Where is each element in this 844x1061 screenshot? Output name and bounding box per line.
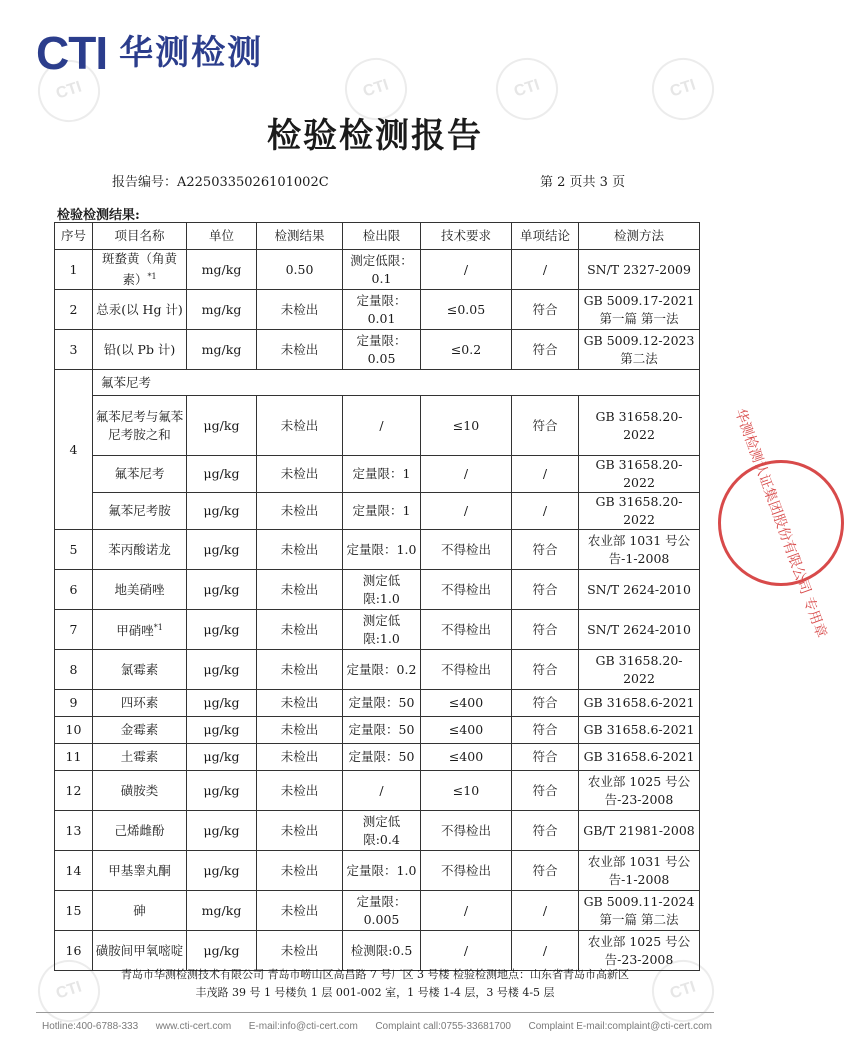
- cell-result: 未检出: [257, 290, 343, 330]
- cell-name: 甲基睾丸酮: [93, 851, 187, 891]
- cell-result: 未检出: [257, 771, 343, 811]
- cell-limit: 定量限：50: [343, 717, 421, 744]
- cell-unit: μg/kg: [187, 456, 257, 493]
- cell-result: 未检出: [257, 570, 343, 610]
- cell-method: GB/T 21981-2008: [579, 811, 700, 851]
- cell-conclusion: 符合: [512, 650, 579, 690]
- cell-conclusion: /: [512, 250, 579, 290]
- header-cell: 检测方法: [579, 223, 700, 250]
- cell-result: 0.50: [257, 250, 343, 290]
- table-row: [55, 891, 700, 931]
- cell-conclusion: /: [512, 456, 579, 493]
- cell-requirement: 不得检出: [421, 851, 512, 891]
- cell-unit: mg/kg: [187, 250, 257, 290]
- cell-method: SN/T 2624-2010: [579, 570, 700, 610]
- report-number: 报告编号：A2250335026101002C: [112, 175, 329, 190]
- cell-result: 未检出: [257, 851, 343, 891]
- website-link[interactable]: www.cti-cert.com: [155, 1021, 232, 1032]
- table-row: [55, 456, 700, 493]
- footer-divider: [36, 1012, 714, 1013]
- cell-result: 未检出: [257, 891, 343, 931]
- cell-requirement: /: [421, 931, 512, 971]
- cell-limit: 定量限：50: [343, 744, 421, 771]
- complaint-call: Complaint call:0755-33681700: [375, 1021, 511, 1032]
- cell-conclusion: /: [512, 891, 579, 931]
- cell-result: 未检出: [257, 931, 343, 971]
- header-cell: 单项结论: [512, 223, 579, 250]
- cell-requirement: /: [421, 493, 512, 530]
- watermark-stamp: CTI: [337, 50, 415, 128]
- cell-no: 3: [55, 330, 93, 370]
- cell-result: 未检出: [257, 456, 343, 493]
- cell-result: 未检出: [257, 717, 343, 744]
- table-row: [55, 650, 700, 690]
- cell-result: 未检出: [257, 530, 343, 570]
- cell-conclusion: 符合: [512, 570, 579, 610]
- cell-method: GB 5009.12-2023 第二法: [579, 330, 700, 370]
- cell-unit: μg/kg: [187, 610, 257, 650]
- cell-conclusion: 符合: [512, 690, 579, 717]
- item-name: 斑蝥黄（角黄素）: [101, 251, 177, 288]
- cell-unit: mg/kg: [187, 290, 257, 330]
- table-row: [55, 610, 700, 650]
- cell-name: 土霉素: [93, 744, 187, 771]
- cell-method: GB 31658.20-2022: [579, 396, 700, 456]
- cell-result: 未检出: [257, 396, 343, 456]
- cell-unit: μg/kg: [187, 851, 257, 891]
- cell-unit: μg/kg: [187, 396, 257, 456]
- cell-name: 总汞(以 Hg 计): [93, 290, 187, 330]
- cell-name: [93, 250, 187, 290]
- cell-name: 四环素: [93, 690, 187, 717]
- cell-name: 氟苯尼考: [93, 456, 187, 493]
- table-row: [55, 290, 700, 330]
- cell-method: GB 31658.20-2022: [579, 456, 700, 493]
- cell-limit: 定量限：1.0: [343, 851, 421, 891]
- table-group-row: [55, 370, 700, 396]
- cell-result: 未检出: [257, 811, 343, 851]
- address-line-1: 青岛市华测检测技术有限公司 青岛市崂山区高昌路 7 号厂区 3 号楼 检验检测地点：山东省青岛市高新区: [121, 968, 629, 981]
- cell-method: 农业部 1025 号公告-23-2008: [579, 771, 700, 811]
- cell-limit: /: [343, 396, 421, 456]
- cell-conclusion: 符合: [512, 811, 579, 851]
- cell-conclusion: 符合: [512, 610, 579, 650]
- cell-no: 5: [55, 530, 93, 570]
- cell-unit: mg/kg: [187, 891, 257, 931]
- table-row: [55, 250, 700, 290]
- page-info: 第 2 页共 3 页: [540, 175, 626, 190]
- cell-conclusion: 符合: [512, 851, 579, 891]
- cell-no: 1: [55, 250, 93, 290]
- cell-requirement: 不得检出: [421, 610, 512, 650]
- cell-method: 农业部 1031 号公告-1-2008: [579, 851, 700, 891]
- seal-text: 华测检测认证集团股份有限公司 专用章: [731, 406, 830, 640]
- table-row: [55, 690, 700, 717]
- logo-mark: CTI: [36, 27, 108, 79]
- table-row: [55, 396, 700, 456]
- cell-limit: 定量限：0.2: [343, 650, 421, 690]
- cell-requirement: ≤0.2: [421, 330, 512, 370]
- cell-conclusion: 符合: [512, 771, 579, 811]
- table-row: [55, 530, 700, 570]
- header-cell: 项目名称: [93, 223, 187, 250]
- cell-limit: 定量限：0.05: [343, 330, 421, 370]
- cell-result: 未检出: [257, 493, 343, 530]
- cell-result: 未检出: [257, 690, 343, 717]
- cell-method: GB 31658.6-2021: [579, 744, 700, 771]
- cell-method: 农业部 1031 号公告-1-2008: [579, 530, 700, 570]
- cell-limit: 定量限：50: [343, 690, 421, 717]
- cell-name: [93, 610, 187, 650]
- cell-no: 15: [55, 891, 93, 931]
- email-link[interactable]: E-mail:info@cti-cert.com: [248, 1021, 358, 1032]
- cell-method: GB 31658.6-2021: [579, 690, 700, 717]
- cell-limit: 测定低限：0.1: [343, 250, 421, 290]
- header-cell: 序号: [55, 223, 93, 250]
- cell-no: 12: [55, 771, 93, 811]
- cell-no: 14: [55, 851, 93, 891]
- cell-method: GB 5009.17-2021 第一篇 第一法: [579, 290, 700, 330]
- cell-limit: 测定低限:1.0: [343, 610, 421, 650]
- group-label: 氟苯尼考: [93, 370, 700, 396]
- cell-requirement: ≤400: [421, 717, 512, 744]
- header-cell: 技术要求: [421, 223, 512, 250]
- cell-limit: 定量限：1.0: [343, 530, 421, 570]
- cell-requirement: 不得检出: [421, 650, 512, 690]
- table-row: [55, 771, 700, 811]
- hotline: Hotline:400-6788-333: [42, 1021, 139, 1032]
- results-table: [54, 222, 700, 971]
- cell-unit: μg/kg: [187, 931, 257, 971]
- logo-text: 华测检测: [119, 33, 264, 73]
- cell-no: 13: [55, 811, 93, 851]
- cell-no: 11: [55, 744, 93, 771]
- cell-limit: 测定低限:1.0: [343, 570, 421, 610]
- cell-method: GB 5009.11-2024 第一篇 第二法: [579, 891, 700, 931]
- cell-conclusion: 符合: [512, 396, 579, 456]
- address-line-2: 丰茂路 39 号 1 号楼负 1 层 001-002 室，1 号楼 1-4 层，3 号楼 4-5 层: [195, 986, 555, 999]
- cell-requirement: 不得检出: [421, 530, 512, 570]
- cell-no: 10: [55, 717, 93, 744]
- cell-requirement: ≤10: [421, 771, 512, 811]
- cell-conclusion: 符合: [512, 530, 579, 570]
- cell-conclusion: 符合: [512, 717, 579, 744]
- cell-method: GB 31658.20-2022: [579, 650, 700, 690]
- cell-unit: μg/kg: [187, 493, 257, 530]
- cell-requirement: 不得检出: [421, 811, 512, 851]
- cell-conclusion: 符合: [512, 330, 579, 370]
- watermark-stamp: CTI: [30, 952, 108, 1030]
- cell-method: 农业部 1025 号公告-23-2008: [579, 931, 700, 971]
- cell-result: 未检出: [257, 610, 343, 650]
- cell-method: SN/T 2327-2009: [579, 250, 700, 290]
- cell-limit: 检测限:0.5: [343, 931, 421, 971]
- watermark-stamp: CTI: [30, 52, 108, 130]
- cell-unit: mg/kg: [187, 330, 257, 370]
- cell-name: 己烯雌酚: [93, 811, 187, 851]
- cell-unit: μg/kg: [187, 530, 257, 570]
- cell-requirement: ≤10: [421, 396, 512, 456]
- cell-requirement: /: [421, 891, 512, 931]
- table-row: [55, 493, 700, 530]
- cell-conclusion: 符合: [512, 290, 579, 330]
- cell-unit: μg/kg: [187, 771, 257, 811]
- table-row: [55, 717, 700, 744]
- header-cell: 单位: [187, 223, 257, 250]
- cell-unit: μg/kg: [187, 811, 257, 851]
- footnote-mark: *1: [153, 623, 163, 633]
- cell-no: 7: [55, 610, 93, 650]
- cell-no: 16: [55, 931, 93, 971]
- cell-limit: 定量限：1: [343, 456, 421, 493]
- cell-unit: μg/kg: [187, 650, 257, 690]
- cell-name: 铅(以 Pb 计): [93, 330, 187, 370]
- section-title: 检验检测结果:: [57, 208, 140, 223]
- header-cell: 检出限: [343, 223, 421, 250]
- cell-name: 砷: [93, 891, 187, 931]
- header-cell: 检测结果: [257, 223, 343, 250]
- cell-name: 氯霉素: [93, 650, 187, 690]
- watermark-stamp: CTI: [488, 50, 566, 128]
- cell-no: 8: [55, 650, 93, 690]
- cell-requirement: ≤400: [421, 690, 512, 717]
- cell-method: GB 31658.20-2022: [579, 493, 700, 530]
- item-name: 甲硝唑: [116, 623, 154, 639]
- cell-name: 金霉素: [93, 717, 187, 744]
- cell-requirement: ≤0.05: [421, 290, 512, 330]
- cell-name: 氟苯尼考与氟苯尼考胺之和: [93, 396, 187, 456]
- cell-unit: μg/kg: [187, 690, 257, 717]
- cell-conclusion: /: [512, 493, 579, 530]
- table-row: [55, 811, 700, 851]
- cell-name: 苯丙酸诺龙: [93, 530, 187, 570]
- cell-no: 4: [55, 370, 93, 530]
- cell-unit: μg/kg: [187, 744, 257, 771]
- cell-result: 未检出: [257, 744, 343, 771]
- footer-address: [0, 966, 750, 1002]
- cell-requirement: /: [421, 250, 512, 290]
- cell-name: 地美硝唑: [93, 570, 187, 610]
- cell-unit: μg/kg: [187, 717, 257, 744]
- footnote-mark: *1: [147, 272, 157, 281]
- table-header-row: [55, 223, 700, 250]
- cell-requirement: /: [421, 456, 512, 493]
- cell-requirement: 不得检出: [421, 570, 512, 610]
- cell-name: 氟苯尼考胺: [93, 493, 187, 530]
- watermark-stamp: CTI: [644, 952, 722, 1030]
- cell-no: 6: [55, 570, 93, 610]
- table-row: [55, 931, 700, 971]
- cell-limit: 定量限：0.01: [343, 290, 421, 330]
- official-seal-stamp: [718, 406, 844, 640]
- cell-requirement: ≤400: [421, 744, 512, 771]
- company-logo: [36, 27, 264, 79]
- cell-result: 未检出: [257, 650, 343, 690]
- cell-method: SN/T 2624-2010: [579, 610, 700, 650]
- report-title: 检验检测报告: [267, 116, 483, 156]
- cell-no: 9: [55, 690, 93, 717]
- cell-conclusion: 符合: [512, 744, 579, 771]
- cell-limit: 测定低限:0.4: [343, 811, 421, 851]
- cell-conclusion: /: [512, 931, 579, 971]
- table-row: [55, 330, 700, 370]
- table-row: [55, 744, 700, 771]
- cell-name: 磺胺类: [93, 771, 187, 811]
- footer-contacts: [42, 1021, 712, 1032]
- cell-no: 2: [55, 290, 93, 330]
- cell-limit: 定量限：1: [343, 493, 421, 530]
- cell-limit: /: [343, 771, 421, 811]
- cell-limit: 定量限：0.005: [343, 891, 421, 931]
- watermark-stamp: CTI: [644, 50, 722, 128]
- complaint-email-link[interactable]: Complaint E-mail:complaint@cti-cert.com: [528, 1021, 712, 1032]
- table-row: [55, 570, 700, 610]
- cell-name: 磺胺间甲氧嘧啶: [93, 931, 187, 971]
- cell-result: 未检出: [257, 330, 343, 370]
- cell-method: GB 31658.6-2021: [579, 717, 700, 744]
- cell-unit: μg/kg: [187, 570, 257, 610]
- table-row: [55, 851, 700, 891]
